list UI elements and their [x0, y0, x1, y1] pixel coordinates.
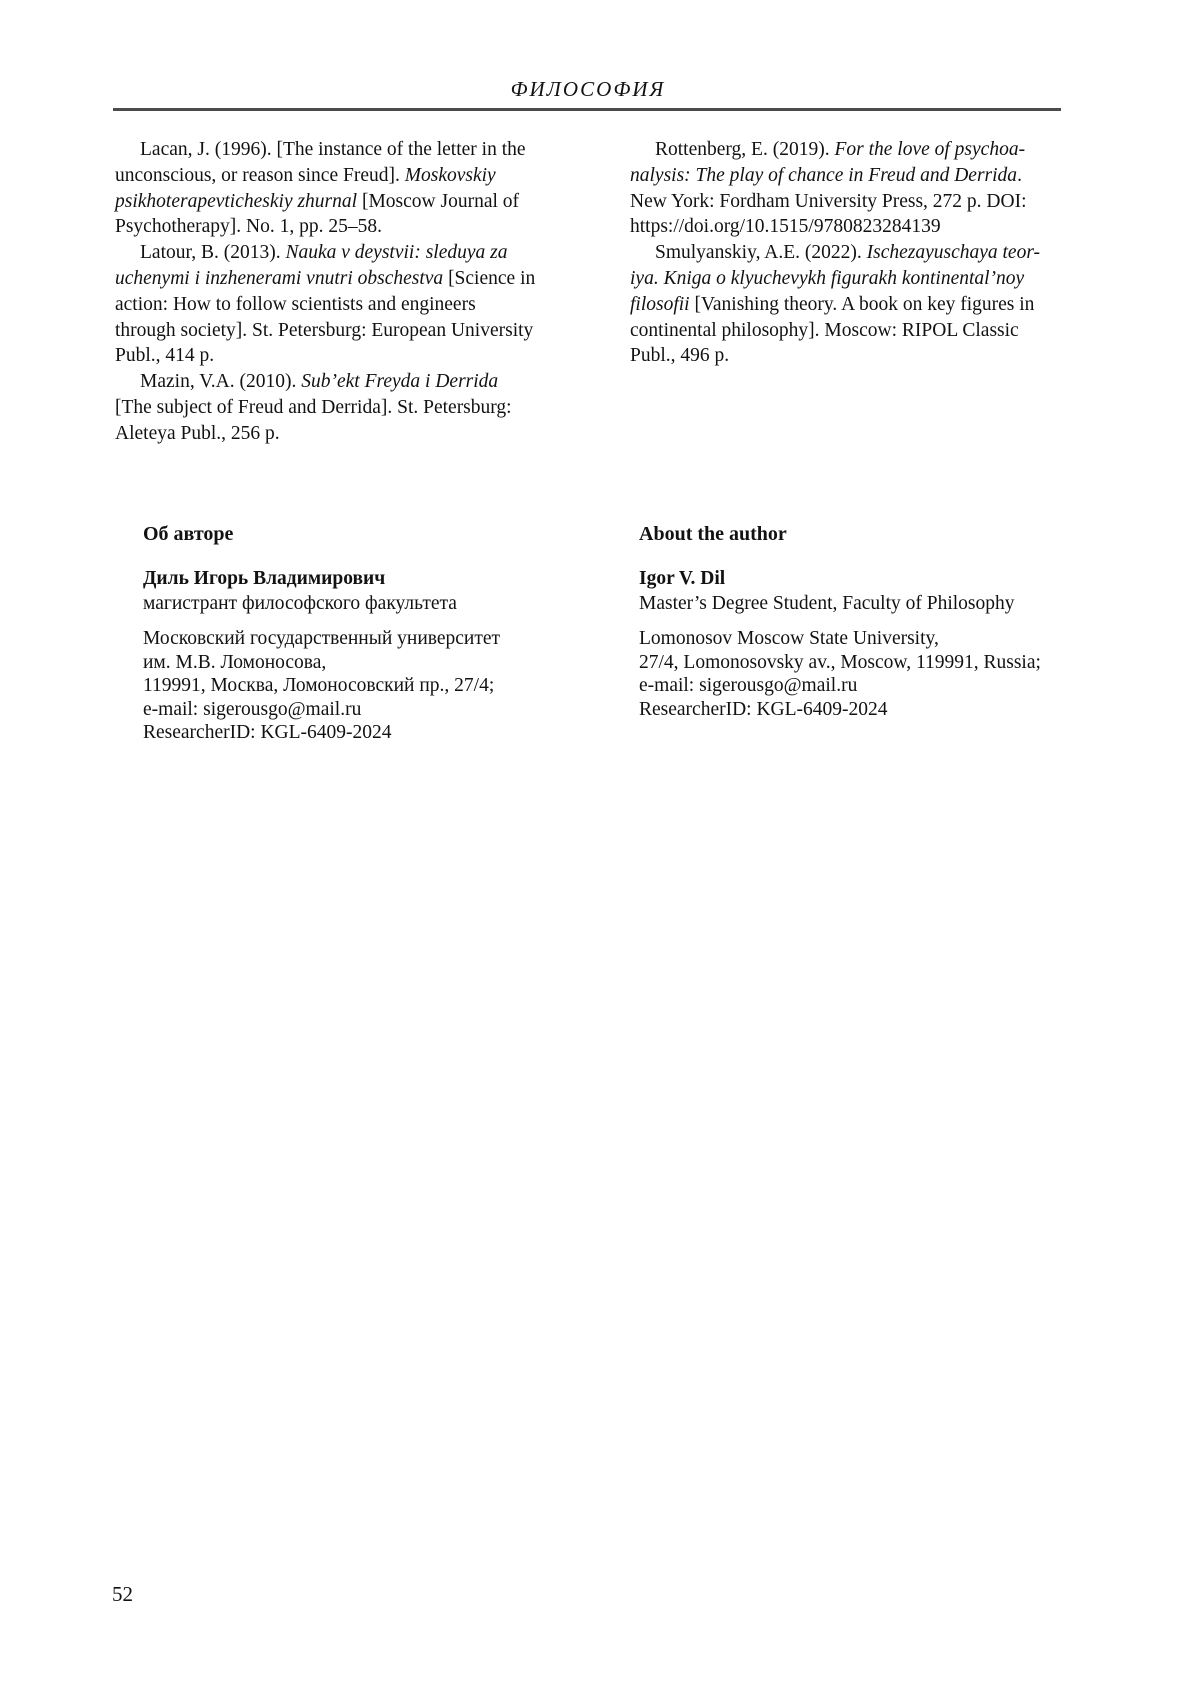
reference-text-segment: Mazin, V.A. (2010).: [140, 371, 302, 393]
reference-text-segment: https://doi.org/10.1515/9780823284139: [630, 216, 941, 238]
reference-entry: [115, 240, 585, 369]
reference-text-segment: .: [1017, 164, 1022, 186]
reference-line: [630, 137, 1075, 163]
reference-line: [630, 292, 1075, 318]
reference-entry: [630, 137, 1075, 240]
reference-text-segment: [Vanishing theory. A book on key figures in: [689, 293, 1035, 315]
reference-text-segment: Aleteya Publ., 256 p.: [115, 422, 280, 444]
reference-line: [115, 292, 585, 318]
author-block-russian: [143, 522, 613, 745]
author-block-english: [639, 522, 1109, 721]
reference-entry: [115, 369, 585, 446]
affiliation-line: Lomonosov Moscow State University,: [639, 628, 939, 649]
reference-title-segment: iya. Kniga o klyuchevykh figurakh kontinental’noy: [630, 267, 1025, 289]
reference-title-segment: For the love of psychoa-: [834, 139, 1026, 160]
reference-line: [630, 266, 1075, 292]
affiliation-line: e-mail: sigerousgo@mail.ru: [143, 698, 362, 720]
reference-text-segment: Rottenberg, E. (2019).: [655, 139, 835, 160]
reference-text-segment: Latour, B. (2013).: [140, 242, 286, 264]
reference-line: [115, 189, 585, 215]
reference-title-segment: nalysis: The play of chance in Freud and Derrida: [630, 164, 1018, 186]
reference-line: [630, 214, 1075, 240]
reference-text-segment: action: How to follow scientists and engineers: [115, 293, 476, 315]
reference-title-segment: Nauka v deystvii: sleduya za: [285, 242, 508, 264]
about-author-heading-en: About the author: [639, 523, 787, 545]
author-affiliation-en: [639, 627, 1109, 721]
reference-text-segment: continental philosophy]. Moscow: RIPOL Classic: [630, 319, 1019, 341]
journal-section-title: ФИЛОСОФИЯ: [510, 77, 666, 101]
author-role-en: Master’s Degree Student, Faculty of Philosophy: [639, 593, 1015, 614]
affiliation-line: ResearcherID: KGL-6409-2024: [143, 722, 392, 743]
affiliation-line: 119991, Москва, Ломоносовский пр., 27/4;: [143, 675, 495, 696]
references-column-right: [630, 137, 1075, 369]
author-affiliation-ru: [143, 627, 613, 745]
about-author-heading-ru: Об авторе: [143, 523, 234, 545]
reference-line: [115, 395, 585, 421]
reference-text-segment: [Moscow Journal of: [357, 190, 520, 212]
reference-line: [630, 318, 1075, 344]
reference-line: [115, 214, 585, 240]
reference-line: [115, 266, 585, 292]
reference-text-segment: New York: Fordham University Press, 272 p. DOI:: [630, 190, 1027, 212]
reference-line: [115, 163, 585, 189]
reference-text-segment: Psychotherapy]. No. 1, pp. 25–58.: [115, 216, 383, 238]
reference-title-segment: Sub’ekt Freyda i Derrida: [301, 371, 499, 393]
page-number: 52: [112, 1582, 133, 1606]
references-column-left: [115, 137, 585, 447]
reference-text-segment: Lacan, J. (1996). [The instance of the letter in the: [140, 139, 526, 160]
reference-text-segment: Publ., 496 p.: [630, 345, 730, 367]
reference-text-segment: through society]. St. Petersburg: European University: [115, 319, 534, 341]
reference-line: [630, 240, 1075, 266]
reference-title-segment: uchenymi i inzhenerami vnutri obschestva: [115, 267, 444, 289]
affiliation-line: Московский государственный университет: [143, 628, 501, 649]
reference-line: [115, 421, 585, 447]
reference-text-segment: unconscious, or reason since Freud].: [115, 164, 405, 186]
reference-entry: [630, 240, 1075, 369]
affiliation-line: e-mail: sigerousgo@mail.ru: [639, 675, 858, 696]
reference-title-segment: Ischezayuschaya teor-: [866, 242, 1041, 264]
reference-text-segment: Smulyanskiy, A.E. (2022).: [655, 242, 867, 264]
reference-title-segment: Moskovskiy: [404, 164, 496, 186]
reference-title-segment: psikhoterapevticheskiy zhurnal: [115, 190, 358, 212]
author-name-ru: Диль Игорь Владимирович: [143, 568, 386, 589]
reference-line: [630, 189, 1075, 215]
affiliation-line: им. М.В. Ломоносова,: [143, 651, 327, 673]
reference-text-segment: [The subject of Freud and Derrida]. St. Petersburg:: [115, 396, 512, 418]
reference-text-segment: Publ., 414 p.: [115, 345, 215, 367]
reference-entry: [115, 137, 585, 240]
reference-line: [630, 163, 1075, 189]
reference-line: [115, 137, 585, 163]
reference-line: [115, 369, 585, 395]
affiliation-line: ResearcherID: KGL-6409-2024: [639, 698, 888, 720]
reference-title-segment: filosofii: [630, 293, 690, 315]
reference-line: [115, 240, 585, 266]
reference-text-segment: [Science in: [443, 267, 536, 289]
reference-line: [115, 343, 585, 369]
author-name-en: Igor V. Dil: [639, 568, 726, 589]
reference-line: [115, 318, 585, 344]
reference-line: [630, 343, 1075, 369]
author-role-ru: магистрант философского факультета: [143, 593, 457, 614]
header-rule: [113, 108, 1061, 111]
affiliation-line: 27/4, Lomonosovsky av., Moscow, 119991, Russia;: [639, 651, 1041, 673]
